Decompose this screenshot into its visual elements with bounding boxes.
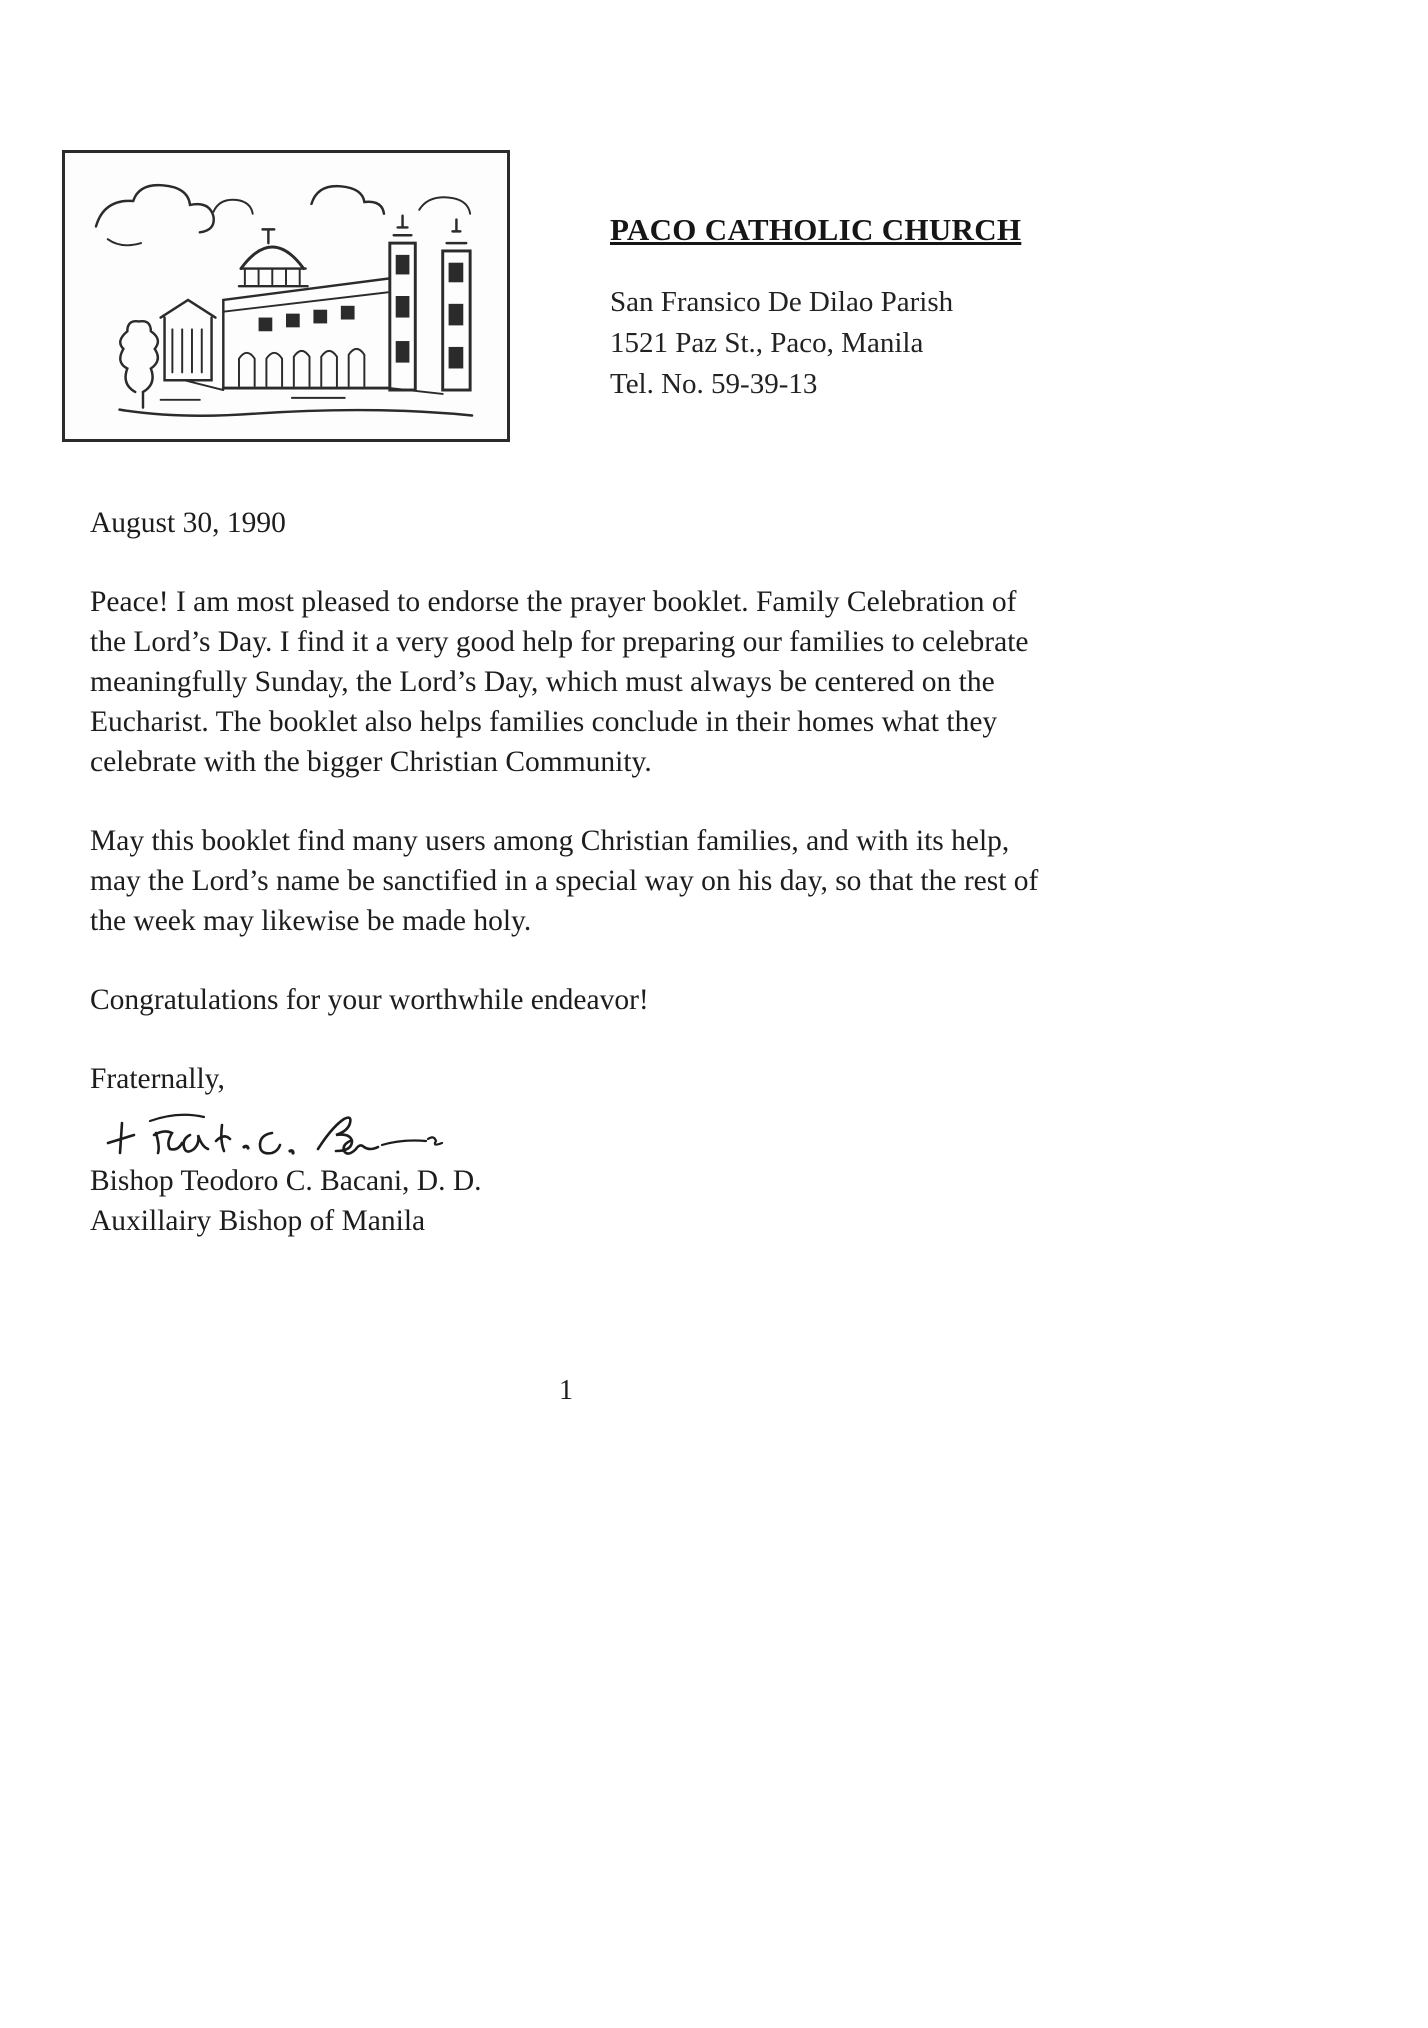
church-drawing-icon xyxy=(65,153,507,439)
signature-icon xyxy=(94,1105,514,1167)
parish-line: San Fransico De Dilao Parish xyxy=(610,286,954,318)
signer-name: Bishop Teodoro C. Bacani, D. D. xyxy=(90,1165,482,1197)
signer-title: Auxillairy Bishop of Manila xyxy=(90,1205,426,1237)
letter-body xyxy=(90,503,1042,1241)
signature xyxy=(90,1105,1042,1167)
letterhead xyxy=(610,212,1170,405)
page-number: 1 xyxy=(559,1375,573,1406)
church-name-title: PACO CATHOLIC CHURCH xyxy=(610,212,1022,247)
letter-paragraph: Peace! I am most pleased to endorse the prayer booklet. Family Celebration of the Lord’s Day. I find it a very good help for preparing our families to celebrate meaningfully Sunday, the Lord’s Day, which must always be centered on the Eucharist. The booklet also helps families conclude in their homes what they celebrate with the bigger Christian Community. xyxy=(90,586,1029,778)
letter-paragraph: Congratulations for your worthwhile endeavor! xyxy=(90,984,649,1016)
address-line: 1521 Paz St., Paco, Manila xyxy=(610,327,924,359)
letter-date: August 30, 1990 xyxy=(90,507,286,539)
letter-closing: Fraternally, xyxy=(90,1063,225,1095)
letter-paragraph: May this booklet find many users among Christian families, and with its help, may the Lord’s name be sanctified in a special way on his day, so that the rest of the week may likewise be made holy. xyxy=(90,825,1039,937)
phone-line: Tel. No. 59-39-13 xyxy=(610,368,818,400)
church-illustration xyxy=(62,150,510,442)
